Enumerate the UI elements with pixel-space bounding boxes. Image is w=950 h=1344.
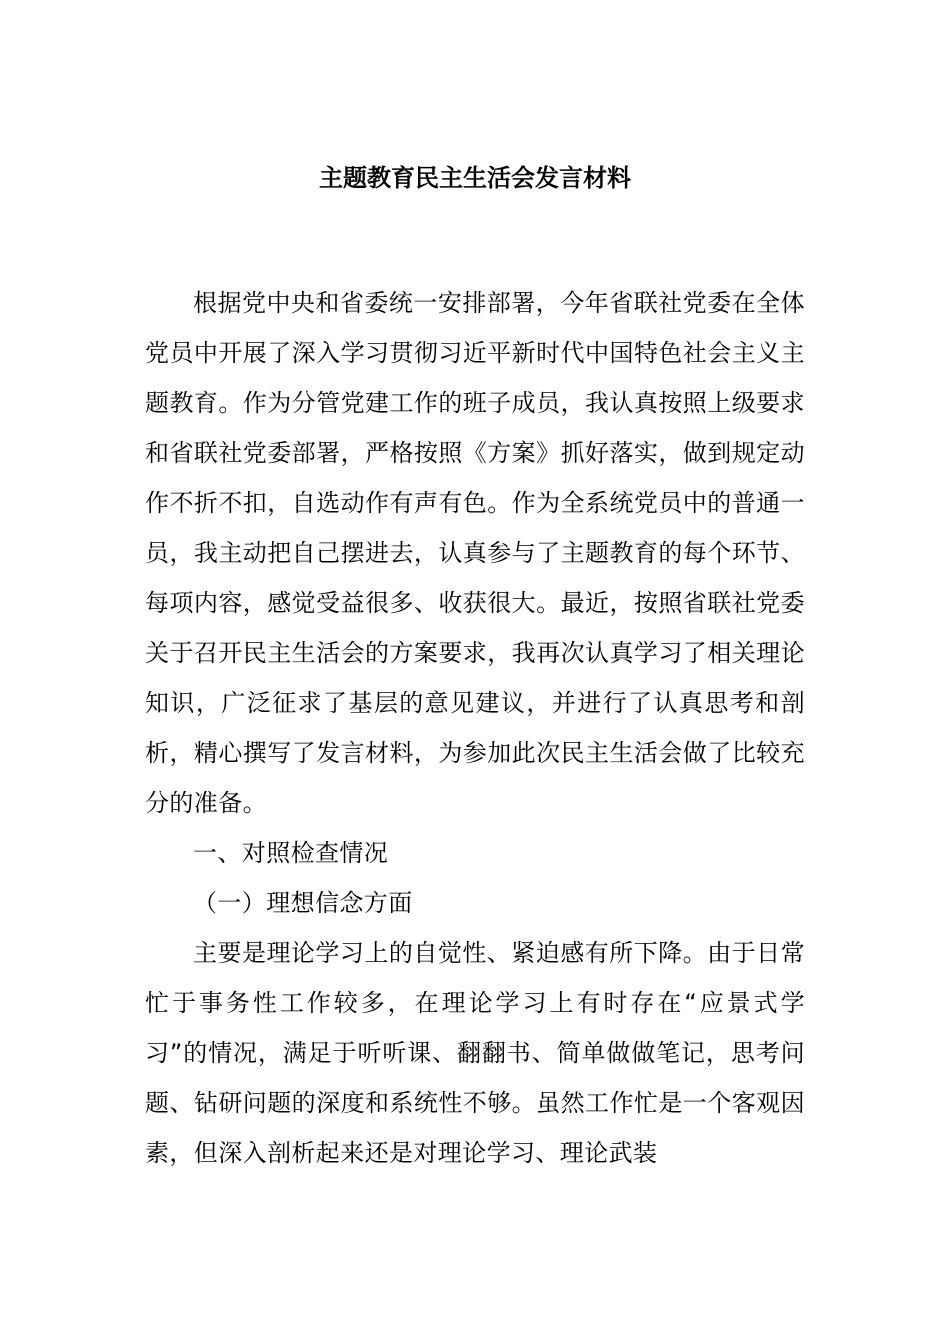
document-title: 主题教育民主生活会发言材料 (319, 164, 631, 192)
document-body (145, 278, 805, 1178)
subsection-paragraph: 主要是理论学习上的自觉性、紧迫感有所下降。由于日常忙于事务性工作较多，在理论学习上有时存在“应景式学习”的情况，满足于听听课、翻翻书、简单做做笔记，思考问题、钻研问题的深度和系统性不够。虽然工作忙是一个客观因素，但深入剖析起来还是对理论学习、理论武装 (145, 939, 805, 1167)
subsection-heading: （一）理想信念方面 (193, 889, 413, 917)
section-heading: 一、对照检查情况 (193, 839, 389, 867)
intro-paragraph: 根据党中央和省委统一安排部署，今年省联社党委在全体党员中开展了深入学习贯彻习近平新时代中国特色社会主义主题教育。作为分管党建工作的班子成员，我认真按照上级要求和省联社党委部署，严格按照《方案》抓好落实，做到规定动作不折不扣，自选动作有声有色。作为全系统党员中的普通一员，我主动把自己摆进去，认真参与了主题教育的每个环节、每项内容，感觉受益很多、收获很大。最近，按照省联社党委关于召开民主生活会的方案要求，我再次认真学习了相关理论知识，广泛征求了基层的意见建议，并进行了认真思考和剖析，精心撰写了发言材料，为参加此次民主生活会做了比较充分的准备。 (145, 289, 805, 817)
